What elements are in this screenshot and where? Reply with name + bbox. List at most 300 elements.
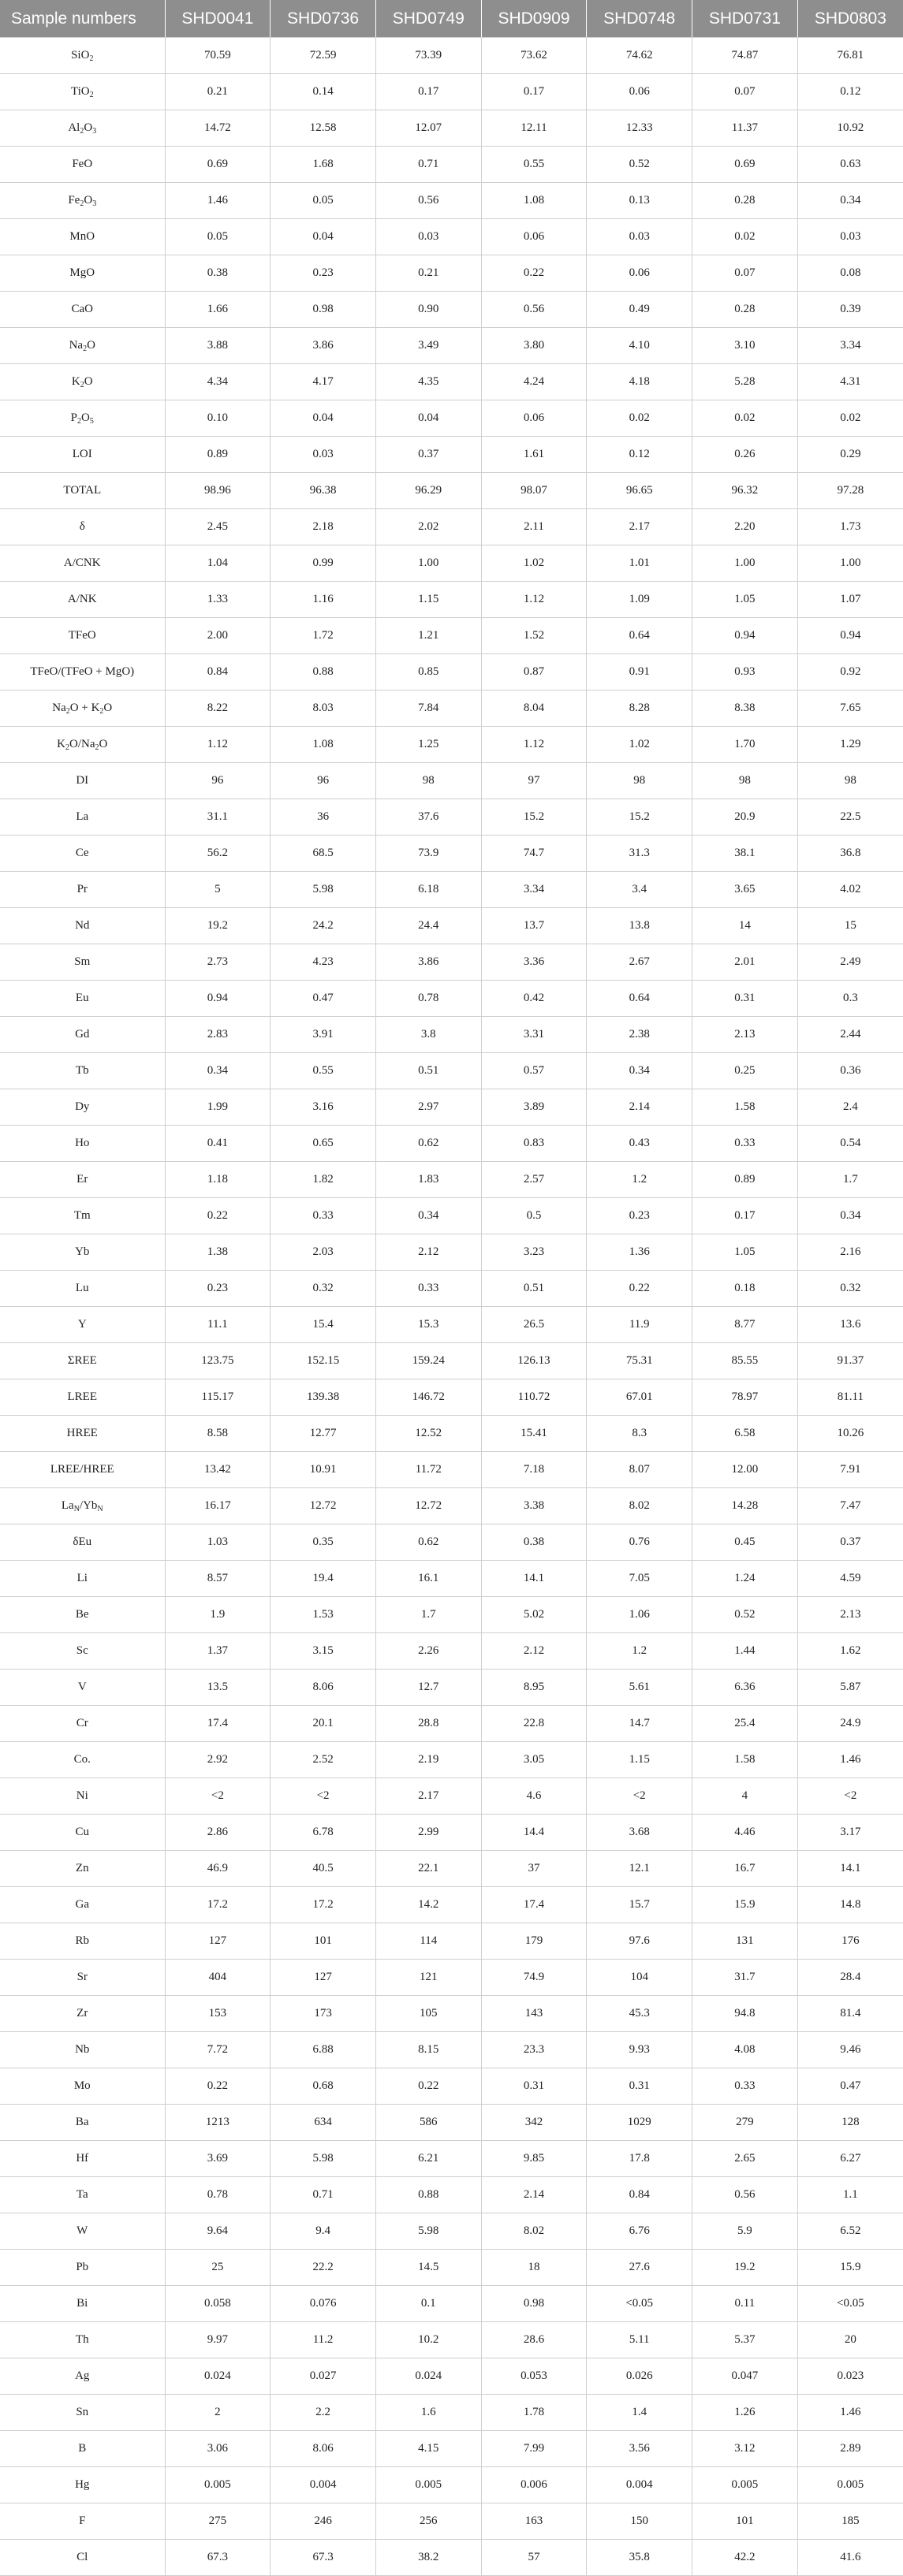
value-cell: 0.88 <box>271 654 376 691</box>
value-cell: 0.56 <box>375 183 481 219</box>
value-cell: 131 <box>692 1923 798 1960</box>
value-cell: <2 <box>271 1778 376 1815</box>
table-row <box>0 1778 903 1815</box>
value-cell: 1.99 <box>165 1089 271 1126</box>
value-cell: 3.65 <box>692 872 798 908</box>
value-cell: 6.27 <box>797 2141 903 2177</box>
value-cell: 342 <box>481 2105 587 2141</box>
value-cell: 13.8 <box>587 908 692 944</box>
value-cell: 24.2 <box>271 908 376 944</box>
value-cell: 0.52 <box>587 147 692 183</box>
value-cell: 4.23 <box>271 944 376 981</box>
value-cell: 0.027 <box>271 2358 376 2395</box>
value-cell: 128 <box>797 2105 903 2141</box>
value-cell: 6.88 <box>271 2032 376 2068</box>
value-cell: 2.83 <box>165 1017 271 1053</box>
value-cell: 2.49 <box>797 944 903 981</box>
value-cell: 0.17 <box>481 74 587 110</box>
row-label <box>0 1778 165 1815</box>
value-cell: 1.15 <box>375 582 481 618</box>
label-text: Cr <box>76 1717 88 1729</box>
value-cell: 0.053 <box>481 2358 587 2395</box>
label-text: Sc <box>76 1644 88 1657</box>
row-label <box>0 1923 165 1960</box>
value-cell: 0.31 <box>481 2068 587 2105</box>
value-cell: 0.06 <box>587 255 692 292</box>
value-cell: 96.38 <box>271 473 376 509</box>
value-cell: 1.08 <box>271 727 376 763</box>
value-cell: 0.37 <box>375 437 481 473</box>
value-cell: 1.1 <box>797 2177 903 2213</box>
value-cell: 8.07 <box>587 1452 692 1488</box>
value-cell: 14.2 <box>375 1887 481 1923</box>
value-cell: 3.05 <box>481 1742 587 1778</box>
value-cell: 0.03 <box>271 437 376 473</box>
value-cell: 7.47 <box>797 1488 903 1524</box>
value-cell: 37.6 <box>375 799 481 836</box>
value-cell: 1.61 <box>481 437 587 473</box>
label-text: TFeO <box>68 629 96 642</box>
value-cell: 0.34 <box>797 183 903 219</box>
value-cell: 14.1 <box>481 1561 587 1597</box>
value-cell: 0.94 <box>797 618 903 654</box>
label-text: Cu <box>75 1826 90 1838</box>
row-label <box>0 255 165 292</box>
label-text: MgO <box>69 266 95 279</box>
table-row <box>0 1053 903 1089</box>
label-text: MnO <box>69 230 95 243</box>
value-cell: 0.33 <box>271 1198 376 1234</box>
value-cell: 97 <box>481 763 587 799</box>
value-cell: 9.93 <box>587 2032 692 2068</box>
value-cell: 104 <box>587 1960 692 1996</box>
value-cell: 1.2 <box>587 1162 692 1198</box>
value-cell: 74.62 <box>587 38 692 74</box>
value-cell: 7.91 <box>797 1452 903 1488</box>
value-cell: 1.62 <box>797 1633 903 1670</box>
value-cell: 5.98 <box>375 2213 481 2250</box>
value-cell: 42.2 <box>692 2540 798 2576</box>
value-cell: 4.35 <box>375 364 481 400</box>
value-cell: 1.44 <box>692 1633 798 1670</box>
table-row <box>0 1524 903 1561</box>
value-cell: 8.38 <box>692 691 798 727</box>
table-row <box>0 1162 903 1198</box>
value-cell: 153 <box>165 1996 271 2032</box>
value-cell: 6.18 <box>375 872 481 908</box>
value-cell: 0.34 <box>587 1053 692 1089</box>
value-cell: 0.93 <box>692 654 798 691</box>
value-cell: 0.47 <box>271 981 376 1017</box>
row-label <box>0 545 165 582</box>
value-cell: <2 <box>797 1778 903 1815</box>
value-cell: 11.2 <box>271 2322 376 2358</box>
value-cell: 6.58 <box>692 1416 798 1452</box>
row-label <box>0 727 165 763</box>
label-subscript: 2 <box>89 54 94 63</box>
value-cell: 101 <box>271 1923 376 1960</box>
value-cell: 121 <box>375 1960 481 1996</box>
table-row <box>0 836 903 872</box>
value-cell: 74.9 <box>481 1960 587 1996</box>
value-cell: 1.68 <box>271 147 376 183</box>
row-label <box>0 981 165 1017</box>
value-cell: 94.8 <box>692 1996 798 2032</box>
label-text: SiO <box>71 48 90 61</box>
value-cell: 2.12 <box>375 1234 481 1271</box>
label-text: Al <box>68 121 80 134</box>
value-cell: 1.02 <box>587 727 692 763</box>
value-cell: 1.52 <box>481 618 587 654</box>
value-cell: 4.02 <box>797 872 903 908</box>
row-label <box>0 2032 165 2068</box>
value-cell: 56.2 <box>165 836 271 872</box>
value-cell: 0.076 <box>271 2286 376 2322</box>
value-cell: 35.8 <box>587 2540 692 2576</box>
value-cell: 1.73 <box>797 509 903 545</box>
value-cell: 0.78 <box>375 981 481 1017</box>
table-row <box>0 437 903 473</box>
value-cell: 0.84 <box>165 654 271 691</box>
value-cell: 1.01 <box>587 545 692 582</box>
label-text: Rb <box>75 1934 90 1947</box>
value-cell: 0.69 <box>692 147 798 183</box>
value-cell: 1.25 <box>375 727 481 763</box>
table-row <box>0 1089 903 1126</box>
table-row <box>0 1416 903 1452</box>
value-cell: 45.3 <box>587 1996 692 2032</box>
value-cell: 20.9 <box>692 799 798 836</box>
value-cell: 0.90 <box>375 292 481 328</box>
value-cell: 0.024 <box>165 2358 271 2395</box>
value-cell: 96.32 <box>692 473 798 509</box>
value-cell: 3.89 <box>481 1089 587 1126</box>
label-text: A/NK <box>67 593 97 605</box>
value-cell: 15.4 <box>271 1307 376 1343</box>
value-cell: 2.89 <box>797 2431 903 2467</box>
label-text: Lu <box>75 1282 89 1294</box>
label-text: Yb <box>75 1245 90 1258</box>
value-cell: 22.5 <box>797 799 903 836</box>
label-text: V <box>77 1681 87 1693</box>
value-cell: 0.71 <box>271 2177 376 2213</box>
value-cell: 74.7 <box>481 836 587 872</box>
row-label <box>0 1996 165 2032</box>
label-text: Th <box>75 2333 89 2346</box>
value-cell: 1.7 <box>797 1162 903 1198</box>
row-label <box>0 400 165 437</box>
value-cell: 1.18 <box>165 1162 271 1198</box>
value-cell: 17.8 <box>587 2141 692 2177</box>
value-cell: 6.21 <box>375 2141 481 2177</box>
value-cell: 3.49 <box>375 328 481 364</box>
label-text: Nb <box>75 2043 90 2056</box>
value-cell: 3.17 <box>797 1815 903 1851</box>
value-cell: 0.94 <box>692 618 798 654</box>
value-cell: 0.45 <box>692 1524 798 1561</box>
value-cell: 98.07 <box>481 473 587 509</box>
value-cell: 4.46 <box>692 1815 798 1851</box>
value-cell: 0.02 <box>587 400 692 437</box>
value-cell: 2.16 <box>797 1234 903 1271</box>
value-cell: 3.31 <box>481 1017 587 1053</box>
value-cell: 15.41 <box>481 1416 587 1452</box>
value-cell: 7.84 <box>375 691 481 727</box>
label-text: Dy <box>75 1100 90 1113</box>
value-cell: 17.2 <box>271 1887 376 1923</box>
value-cell: 7.05 <box>587 1561 692 1597</box>
label-text: Gd <box>75 1028 90 1040</box>
row-label <box>0 944 165 981</box>
value-cell: 2.2 <box>271 2395 376 2431</box>
table-body <box>0 38 903 2576</box>
row-label <box>0 2322 165 2358</box>
value-cell: 1.21 <box>375 618 481 654</box>
value-cell: 2.13 <box>797 1597 903 1633</box>
label-text: Na <box>69 338 84 352</box>
value-cell: 1.12 <box>481 727 587 763</box>
value-cell: 2.14 <box>587 1089 692 1126</box>
table-row <box>0 981 903 1017</box>
value-cell: 70.59 <box>165 38 271 74</box>
value-cell: 1.2 <box>587 1633 692 1670</box>
value-cell: 0.14 <box>271 74 376 110</box>
value-cell: 0.29 <box>797 437 903 473</box>
value-cell: 0.43 <box>587 1126 692 1162</box>
value-cell: 3.86 <box>375 944 481 981</box>
value-cell: 1.70 <box>692 727 798 763</box>
value-cell: 17.4 <box>165 1706 271 1742</box>
row-label <box>0 38 165 74</box>
value-cell: 2.00 <box>165 618 271 654</box>
label-text: Co. <box>73 1753 91 1766</box>
row-label <box>0 1416 165 1452</box>
value-cell: 0.06 <box>481 219 587 255</box>
value-cell: 4.08 <box>692 2032 798 2068</box>
value-cell: 8.06 <box>271 1670 376 1706</box>
label-text: Eu <box>75 992 89 1004</box>
value-cell: 0.004 <box>271 2467 376 2503</box>
value-cell: 2.12 <box>481 1633 587 1670</box>
value-cell: 1.33 <box>165 582 271 618</box>
value-cell: 14.1 <box>797 1851 903 1887</box>
value-cell: 2 <box>165 2395 271 2431</box>
table-row <box>0 74 903 110</box>
value-cell: 27.6 <box>587 2250 692 2286</box>
value-cell: 0.98 <box>481 2286 587 2322</box>
value-cell: 14.7 <box>587 1706 692 1742</box>
value-cell: 1.26 <box>692 2395 798 2431</box>
value-cell: 1.24 <box>692 1561 798 1597</box>
value-cell: 0.11 <box>692 2286 798 2322</box>
table-row <box>0 2032 903 2068</box>
value-cell: 1.72 <box>271 618 376 654</box>
value-cell: 24.4 <box>375 908 481 944</box>
value-cell: 96.29 <box>375 473 481 509</box>
value-cell: 0.55 <box>481 147 587 183</box>
value-cell: 3.06 <box>165 2431 271 2467</box>
table-row <box>0 2503 903 2540</box>
value-cell: 0.005 <box>165 2467 271 2503</box>
row-label <box>0 1706 165 1742</box>
label-subscript: N <box>97 1504 103 1513</box>
value-cell: 2.99 <box>375 1815 481 1851</box>
value-cell: 0.34 <box>797 1198 903 1234</box>
row-label <box>0 2467 165 2503</box>
value-cell: 36 <box>271 799 376 836</box>
value-cell: 2.45 <box>165 509 271 545</box>
value-cell: 0.21 <box>375 255 481 292</box>
label-text: Pr <box>76 883 88 895</box>
value-cell: 0.005 <box>797 2467 903 2503</box>
value-cell: 5.87 <box>797 1670 903 1706</box>
value-cell: 14.5 <box>375 2250 481 2286</box>
value-cell: 0.83 <box>481 1126 587 1162</box>
value-cell: 152.15 <box>271 1343 376 1379</box>
table-row <box>0 1234 903 1271</box>
table-row <box>0 872 903 908</box>
value-cell: 97.28 <box>797 473 903 509</box>
value-cell: 1.4 <box>587 2395 692 2431</box>
row-label <box>0 2177 165 2213</box>
label-subscript: N <box>73 1504 80 1513</box>
row-label <box>0 763 165 799</box>
value-cell: 2.65 <box>692 2141 798 2177</box>
label-subscript: 2 <box>99 706 104 716</box>
value-cell: 3.80 <box>481 328 587 364</box>
label-text: LOI <box>72 448 92 460</box>
value-cell: 0.85 <box>375 654 481 691</box>
value-cell: 173 <box>271 1996 376 2032</box>
value-cell: 16.17 <box>165 1488 271 1524</box>
header-sample-6: SHD0731 <box>692 0 798 38</box>
value-cell: 0.5 <box>481 1198 587 1234</box>
value-cell: 11.1 <box>165 1307 271 1343</box>
label-text: Tb <box>75 1064 89 1077</box>
label-subscript: 2 <box>89 90 94 99</box>
table-row <box>0 2177 903 2213</box>
value-cell: 1.02 <box>481 545 587 582</box>
value-cell: 0.98 <box>271 292 376 328</box>
header-sample-numbers: Sample numbers <box>0 0 165 38</box>
label-text: Y <box>77 1318 87 1331</box>
label-text: O <box>87 338 95 352</box>
label-text: La <box>61 1498 74 1512</box>
value-cell: 0.91 <box>587 654 692 691</box>
value-cell: 0.22 <box>481 255 587 292</box>
value-cell: 3.69 <box>165 2141 271 2177</box>
value-cell: 0.39 <box>797 292 903 328</box>
value-cell: 12.58 <box>271 110 376 147</box>
table-row <box>0 1307 903 1343</box>
value-cell: 96.65 <box>587 473 692 509</box>
value-cell: 0.07 <box>692 255 798 292</box>
value-cell: 2.19 <box>375 1742 481 1778</box>
label-text: Tm <box>73 1209 91 1222</box>
header-row <box>0 0 903 38</box>
value-cell: 13.7 <box>481 908 587 944</box>
table-row <box>0 1597 903 1633</box>
row-label <box>0 1379 165 1416</box>
value-cell: 3.88 <box>165 328 271 364</box>
value-cell: 0.1 <box>375 2286 481 2322</box>
value-cell: 1.37 <box>165 1633 271 1670</box>
value-cell: 0.94 <box>165 981 271 1017</box>
value-cell: 3.4 <box>587 872 692 908</box>
value-cell: 275 <box>165 2503 271 2540</box>
value-cell: 0.047 <box>692 2358 798 2395</box>
value-cell: 0.55 <box>271 1053 376 1089</box>
label-subscript: 3 <box>92 199 97 208</box>
label-text: δEu <box>73 1536 92 1548</box>
table-row <box>0 1271 903 1307</box>
value-cell: 8.77 <box>692 1307 798 1343</box>
value-cell: 57 <box>481 2540 587 2576</box>
table-row <box>0 2395 903 2431</box>
value-cell: 0.08 <box>797 255 903 292</box>
label-text: Ho <box>75 1137 90 1149</box>
value-cell: 5.98 <box>271 872 376 908</box>
table-row <box>0 1923 903 1960</box>
value-cell: 0.36 <box>797 1053 903 1089</box>
value-cell: 1029 <box>587 2105 692 2141</box>
label-text: /Yb <box>79 1498 98 1512</box>
label-text: O <box>103 701 113 714</box>
value-cell: 2.52 <box>271 1742 376 1778</box>
label-text: HREE <box>66 1427 98 1439</box>
value-cell: 101 <box>692 2503 798 2540</box>
value-cell: 146.72 <box>375 1379 481 1416</box>
value-cell: 17.4 <box>481 1887 587 1923</box>
label-text: LREE <box>67 1390 98 1403</box>
label-text: O + K <box>69 701 100 714</box>
value-cell: 0.78 <box>165 2177 271 2213</box>
row-label <box>0 908 165 944</box>
value-cell: 0.03 <box>375 219 481 255</box>
value-cell: 13.42 <box>165 1452 271 1488</box>
value-cell: 20.1 <box>271 1706 376 1742</box>
value-cell: 15 <box>797 908 903 944</box>
value-cell: 1.00 <box>375 545 481 582</box>
table-header <box>0 0 903 38</box>
value-cell: 28.4 <box>797 1960 903 1996</box>
value-cell: 2.17 <box>587 509 692 545</box>
value-cell: 6.36 <box>692 1670 798 1706</box>
table-row <box>0 1670 903 1706</box>
header-sample-5: SHD0748 <box>587 0 692 38</box>
value-cell: 0.87 <box>481 654 587 691</box>
label-text: δ <box>79 520 85 533</box>
value-cell: 0.05 <box>165 219 271 255</box>
value-cell: 7.99 <box>481 2431 587 2467</box>
label-text: W <box>76 2224 88 2237</box>
value-cell: 7.72 <box>165 2032 271 2068</box>
table-row <box>0 1343 903 1379</box>
header-sample-3: SHD0749 <box>375 0 481 38</box>
value-cell: 14 <box>692 908 798 944</box>
value-cell: 9.85 <box>481 2141 587 2177</box>
value-cell: 1.36 <box>587 1234 692 1271</box>
value-cell: 2.11 <box>481 509 587 545</box>
value-cell: 4.17 <box>271 364 376 400</box>
value-cell: 0.23 <box>587 1198 692 1234</box>
value-cell: 0.51 <box>481 1271 587 1307</box>
row-label <box>0 1198 165 1234</box>
label-text: DI <box>76 774 89 787</box>
value-cell: 2.38 <box>587 1017 692 1053</box>
value-cell: 0.65 <box>271 1126 376 1162</box>
value-cell: 0.89 <box>692 1162 798 1198</box>
